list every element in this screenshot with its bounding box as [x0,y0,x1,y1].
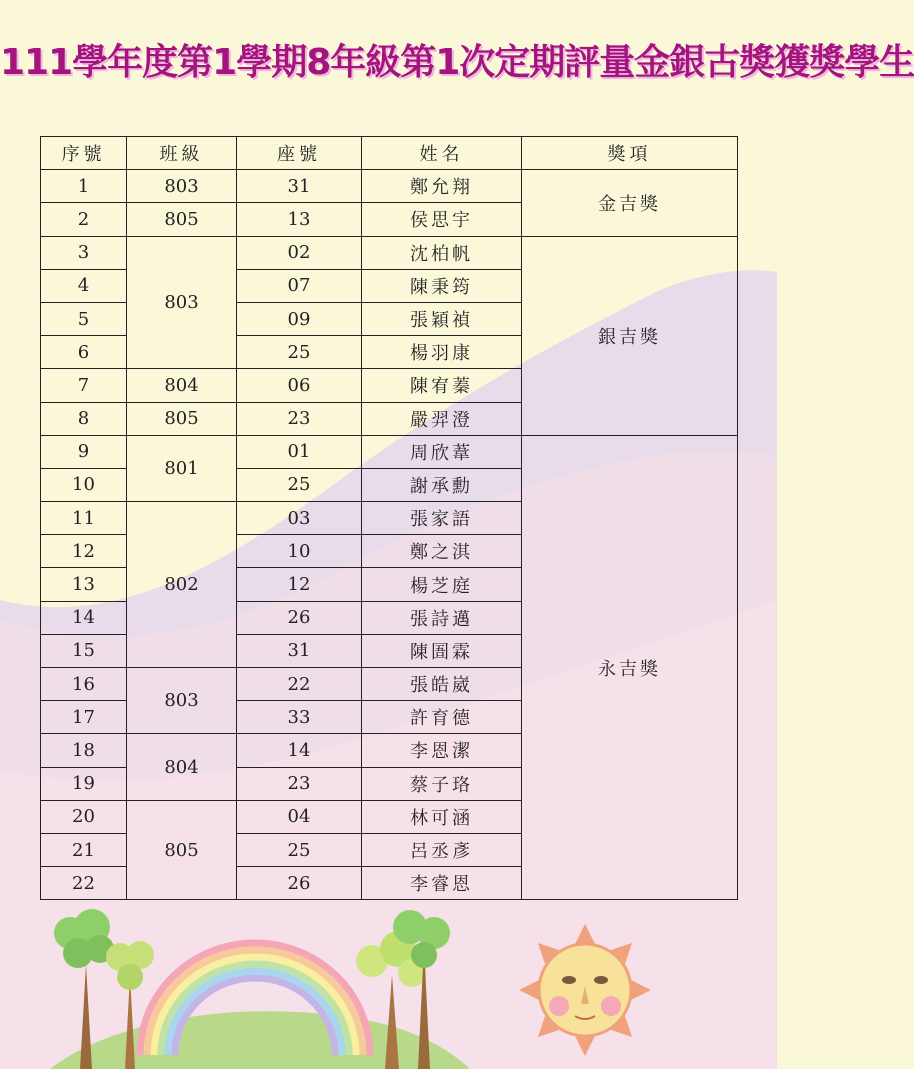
number-cell: 7 [41,369,127,402]
award-silver-cell: 銀吉獎 [522,236,738,435]
table-row [41,236,738,269]
seat-cell: 14 [237,734,362,767]
name-cell: 蔡子珞 [362,767,522,800]
header-name: 姓名 [362,137,522,170]
table-row [41,170,738,203]
header-award: 獎項 [522,137,738,170]
table-header-row [41,137,738,170]
seat-cell: 12 [237,568,362,601]
number-cell: 19 [41,767,127,800]
header-number: 序號 [41,137,127,170]
number-cell: 15 [41,634,127,667]
name-cell: 張家語 [362,502,522,535]
number-cell: 2 [41,203,127,236]
seat-cell: 04 [237,800,362,833]
class-cell: 805 [127,800,237,900]
seat-cell: 01 [237,435,362,468]
name-cell: 張皓崴 [362,668,522,701]
seat-cell: 25 [237,468,362,501]
name-cell: 周欣葦 [362,435,522,468]
name-cell: 許育德 [362,701,522,734]
name-cell: 李睿恩 [362,867,522,900]
number-cell: 5 [41,302,127,335]
green-hill-shape [50,1011,470,1069]
seat-cell: 31 [237,634,362,667]
footer-illustration [0,905,777,1069]
award-forever-cell: 永吉獎 [522,435,738,900]
seat-cell: 31 [237,170,362,203]
class-cell: 803 [127,668,237,734]
name-cell: 謝承勳 [362,468,522,501]
header-class: 班級 [127,137,237,170]
class-cell: 804 [127,734,237,800]
name-cell: 張詩邁 [362,601,522,634]
class-cell: 802 [127,502,237,668]
name-cell: 陳圄霖 [362,634,522,667]
number-cell: 13 [41,568,127,601]
table-row [41,435,738,468]
class-cell: 801 [127,435,237,501]
seat-cell: 09 [237,302,362,335]
number-cell: 16 [41,668,127,701]
seat-cell: 13 [237,203,362,236]
seat-cell: 10 [237,535,362,568]
seat-cell: 26 [237,601,362,634]
seat-cell: 03 [237,502,362,535]
number-cell: 14 [41,601,127,634]
name-cell: 侯思宇 [362,203,522,236]
number-cell: 3 [41,236,127,269]
number-cell: 20 [41,800,127,833]
class-cell: 803 [127,170,237,203]
number-cell: 8 [41,402,127,435]
name-cell: 陳宥蓁 [362,369,522,402]
class-cell: 805 [127,203,237,236]
seat-cell: 33 [237,701,362,734]
seat-cell: 26 [237,867,362,900]
award-gold-cell: 金吉獎 [522,170,738,236]
seat-cell: 25 [237,336,362,369]
name-cell: 鄭允翔 [362,170,522,203]
seat-cell: 06 [237,369,362,402]
seat-cell: 22 [237,668,362,701]
seat-cell: 23 [237,402,362,435]
name-cell: 鄭之淇 [362,535,522,568]
name-cell: 李恩潔 [362,734,522,767]
class-cell: 804 [127,369,237,402]
award-table [40,136,738,900]
name-cell: 楊芝庭 [362,568,522,601]
seat-cell: 07 [237,269,362,302]
number-cell: 1 [41,170,127,203]
number-cell: 17 [41,701,127,734]
number-cell: 6 [41,336,127,369]
seat-cell: 02 [237,236,362,269]
seat-cell: 25 [237,833,362,866]
number-cell: 11 [41,502,127,535]
class-cell: 805 [127,402,237,435]
name-cell: 呂丞彥 [362,833,522,866]
seat-cell: 23 [237,767,362,800]
number-cell: 18 [41,734,127,767]
number-cell: 4 [41,269,127,302]
name-cell: 沈柏帆 [362,236,522,269]
name-cell: 楊羽康 [362,336,522,369]
name-cell: 張穎禎 [362,302,522,335]
class-cell: 803 [127,236,237,369]
name-cell: 陳秉筠 [362,269,522,302]
number-cell: 12 [41,535,127,568]
number-cell: 9 [41,435,127,468]
page-title: 111學年度第1學期8年級第1次定期評量金銀古獎獲獎學生 [0,42,914,83]
name-cell: 林可涵 [362,800,522,833]
header-seat: 座號 [237,137,362,170]
sun-illustration [519,924,651,1056]
number-cell: 22 [41,867,127,900]
name-cell: 嚴羿澄 [362,402,522,435]
number-cell: 10 [41,468,127,501]
number-cell: 21 [41,833,127,866]
